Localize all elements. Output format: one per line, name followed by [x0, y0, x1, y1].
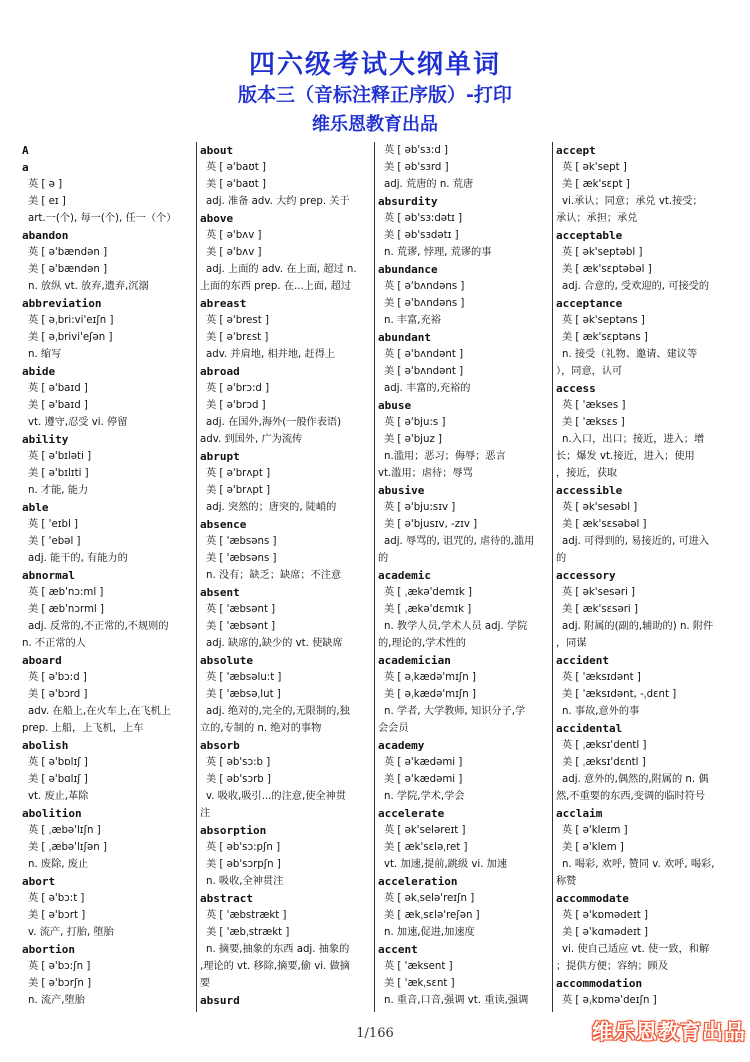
definition: n. 没有；缺乏；缺席；不注意 — [206, 570, 342, 581]
pronunciation: 美 [ ə'bɔrt ] — [28, 910, 86, 921]
definition: n. 学者, 大学教师, 知识分子,学 — [384, 706, 526, 717]
pronunciation: 美 [ ə'kɑmədeɪt ] — [562, 927, 648, 938]
definition: vt. 遵守,忍受 vi. 停留 — [28, 417, 128, 428]
definition: n. 喝彩, 欢呼, 赞同 v. 欢呼, 喝彩, — [562, 859, 715, 870]
pronunciation: 英 [ ə'kleɪm ] — [562, 825, 628, 836]
headword: absolute — [200, 654, 253, 667]
headword: abolish — [22, 739, 69, 752]
definition: n. 放纵 vt. 放弃,遗弃,沉溺 — [28, 281, 149, 292]
definition: n. 才能, 能力 — [28, 485, 89, 496]
brand-watermark: 维乐恩教育出品 — [592, 1020, 746, 1044]
pronunciation: 英 [ ə'brʌpt ] — [206, 468, 271, 479]
headword: abundant — [378, 331, 431, 344]
headword: abundance — [378, 263, 438, 276]
definition: v. 流产, 打胎, 堕胎 — [28, 927, 114, 938]
pronunciation: 英 [ ə'kɒmədeɪt ] — [562, 910, 648, 921]
pronunciation: 英 [ ə'bɔ:t ] — [28, 893, 85, 904]
pronunciation: 英 [ ə'bju:s ] — [384, 417, 446, 428]
definition-continued: 的 — [378, 553, 389, 564]
headword: acceptance — [556, 297, 623, 310]
definition: adj. 反常的,不正常的,不规则的 — [28, 621, 169, 632]
headword: acceleration — [378, 875, 458, 888]
definition-continued: ；提供方便；容纳；顾及 — [556, 961, 669, 972]
pronunciation: 美 [ 'ebəl ] — [28, 536, 81, 547]
pronunciation: 美 [ ə'bʌndəns ] — [384, 298, 465, 309]
headword: abort — [22, 875, 56, 888]
pronunciation: 英 [ ək'seləreɪt ] — [384, 825, 466, 836]
definition: n. 丰富,充裕 — [384, 315, 441, 326]
headword: above — [200, 212, 234, 225]
pronunciation: 美 [ ə'bjuz ] — [384, 434, 443, 445]
pronunciation: 英 [ əˌkɒmə'deɪʃn ] — [562, 995, 657, 1006]
definition: adj. 绝对的,完全的,无限制的,独 — [206, 706, 350, 717]
pronunciation: 美 [ 'æbsəns ] — [206, 553, 277, 564]
pronunciation: 美 [ ə'brɛst ] — [206, 332, 269, 343]
definition-continued: 要 — [200, 978, 211, 989]
pronunciation: 美 [ ə'klem ] — [562, 842, 624, 853]
headword: access — [556, 382, 596, 395]
pronunciation: 英 [ əb'sɔ:b ] — [206, 757, 271, 768]
definition: vt. 废止,革除 — [28, 791, 89, 802]
definition-continued: ，接近，获取 — [556, 468, 618, 479]
definition-continued: 会会员 — [378, 723, 409, 734]
definition-continued: 然,不重要的东西,变调的临时符号 — [556, 791, 706, 802]
pronunciation: 英 [ ə'kædəmi ] — [384, 757, 463, 768]
definition-continued: n. 不正常的人 — [22, 638, 86, 649]
headword: absence — [200, 518, 247, 531]
pronunciation: 美 [ ˌæbə'lɪʃən ] — [28, 842, 107, 853]
pronunciation: 英 [ ə'baʊt ] — [206, 162, 266, 173]
pronunciation: 英 [ æb'nɔ:ml ] — [28, 587, 104, 598]
definition-continued: 长；爆发 vt.接近，进入；使用 — [556, 451, 695, 462]
headword: academic — [378, 569, 431, 582]
pronunciation: 英 [ əˌkædə'mɪʃn ] — [384, 672, 476, 683]
pronunciation: 英 [ ə ] — [28, 179, 63, 190]
pronunciation: 英 [ ˌæksɪ'dentl ] — [562, 740, 647, 751]
pronunciation: 美 [ ə'bjusɪv, -zɪv ] — [384, 519, 478, 530]
definition: adj. 能干的, 有能力的 — [28, 553, 128, 564]
definition: adj. 合意的, 受欢迎的, 可接受的 — [562, 281, 710, 292]
definition-continued: vt.滥用；虐待；辱骂 — [378, 468, 473, 479]
definition: vi. 使自己适应 vt. 使一致，和解 — [562, 944, 710, 955]
definition: adj. 辱骂的, 诅咒的, 虐待的,滥用 — [384, 536, 535, 547]
definition-continued: prep. 上船，上飞机，上车 — [22, 723, 144, 734]
headword: A — [22, 144, 29, 157]
definition: v. 吸收,吸引...的注意,使全神贯 — [206, 791, 346, 802]
vocab-column-1 — [22, 142, 192, 1012]
column-divider — [552, 142, 553, 1012]
definition-continued: 称赞 — [556, 876, 577, 887]
definition: n. 重音,口音,强调 vt. 重读,强调 — [384, 995, 529, 1006]
pronunciation: 英 [ ˌækə'demɪk ] — [384, 587, 472, 598]
pronunciation: 英 [ 'æbstrækt ] — [206, 910, 287, 921]
pronunciation: 美 [ ækˌsɛlə'reʃən ] — [384, 910, 480, 921]
column-divider — [374, 142, 375, 1012]
definition: adv. 在船上,在火车上,在飞机上 — [28, 706, 171, 717]
pronunciation: 美 [ əˌbrivi'eʃən ] — [28, 332, 113, 343]
pronunciation: 美 [ əˌkædə'mɪʃn ] — [384, 689, 476, 700]
headword: accent — [378, 943, 418, 956]
pronunciation: 美 [ ə'bɪlɪti ] — [28, 468, 89, 479]
pronunciation: 美 [ 'æksɛs ] — [562, 417, 625, 428]
definition-continued: adv. 到国外, 广为流传 — [200, 434, 303, 445]
definition-continued: 上面的东西 prep. 在...上面, 超过 — [200, 281, 351, 292]
pronunciation: 英 [ əkˌselə'reɪʃn ] — [384, 893, 475, 904]
pronunciation: 美 [ ə'kædəmi ] — [384, 774, 463, 785]
pronunciation: 美 [ ə'baʊt ] — [206, 179, 266, 190]
definition: adv. 并肩地, 相并地, 赶得上 — [206, 349, 336, 360]
headword: academy — [378, 739, 425, 752]
pronunciation: 英 [ 'æbsənt ] — [206, 604, 276, 615]
definition: n. 接受（礼物、邀请、建议等 — [562, 349, 698, 360]
vocab-column-3 — [378, 142, 548, 1012]
headword: accept — [556, 144, 596, 157]
pronunciation: 英 [ ə'bʌv ] — [206, 230, 262, 241]
pronunciation: 美 [ ˌæksɪ'dɛntl ] — [562, 757, 646, 768]
definition: n. 事故,意外的事 — [562, 706, 640, 717]
pronunciation: 英 [ əb'sɜ:dətɪ ] — [384, 213, 463, 224]
pronunciation: 英 [ əˌbri:vi'eɪʃn ] — [28, 315, 114, 326]
pronunciation: 美 [ æb'nɔrml ] — [28, 604, 104, 615]
pronunciation: 英 [ 'æksɪdənt ] — [562, 672, 641, 683]
headword: absorb — [200, 739, 240, 752]
column-divider — [196, 142, 197, 1012]
pronunciation: 美 [ ə'brɔd ] — [206, 400, 266, 411]
definition: n. 荒谬, 悖理, 荒谬的事 — [384, 247, 492, 258]
definition: art.一(个), 每一(个), 任一（个） — [28, 213, 177, 224]
headword: abolition — [22, 807, 82, 820]
headword: acclaim — [556, 807, 603, 820]
headword: absent — [200, 586, 240, 599]
definition: n. 学院,学术,学会 — [384, 791, 465, 802]
vocab-column-4 — [556, 142, 726, 1012]
page-number: 1/166 — [356, 1026, 394, 1041]
pronunciation: 美 [ æk'sɛptəbəl ] — [562, 264, 652, 275]
pronunciation: 英 [ ə'brɔ:d ] — [206, 383, 270, 394]
headword: abrupt — [200, 450, 240, 463]
definition-continued: 的 — [556, 553, 567, 564]
page-title: 四六级考试大纲单词 — [248, 50, 501, 80]
pronunciation: 美 [ ə'bʌndənt ] — [384, 366, 464, 377]
pronunciation: 美 [ ˌækə'dɛmɪk ] — [384, 604, 472, 615]
headword: accessible — [556, 484, 623, 497]
pronunciation: 美 [ æk'sɛpt ] — [562, 179, 630, 190]
pronunciation: 美 [ əb'sɜdətɪ ] — [384, 230, 459, 241]
pronunciation: 英 [ ə'bændən ] — [28, 247, 108, 258]
headword: absorption — [200, 824, 267, 837]
pronunciation: 英 [ ək'sesəri ] — [562, 587, 635, 598]
pronunciation: 英 [ ək'septəns ] — [562, 315, 645, 326]
definition: adj. 意外的,偶然的,附属的 n. 偶 — [562, 774, 709, 785]
headword: accidental — [556, 722, 623, 735]
pronunciation: 英 [ ək'sept ] — [562, 162, 627, 173]
pronunciation: 美 [ æk'sɛptəns ] — [562, 332, 648, 343]
headword: academician — [378, 654, 451, 667]
definition: n. 摘要,抽象的东西 adj. 抽象的 — [206, 944, 350, 955]
definition: n. 吸收,全神贯注 — [206, 876, 284, 887]
pronunciation: 美 [ ə'baɪd ] — [28, 400, 88, 411]
headword: aboard — [22, 654, 62, 667]
pronunciation: 美 [ 'æbˌstrækt ] — [206, 927, 290, 938]
headword: about — [200, 144, 234, 157]
definition: vt. 加速,提前,跳级 vi. 加速 — [384, 859, 508, 870]
headword: abide — [22, 365, 56, 378]
headword: accident — [556, 654, 609, 667]
pronunciation: 英 [ əb'sɜ:d ] — [384, 145, 449, 156]
pronunciation: 英 [ ə'bʌndəns ] — [384, 281, 465, 292]
pronunciation: 美 [ əb'sɔrpʃn ] — [206, 859, 281, 870]
definition: n.入口，出口；接近，进入；增 — [562, 434, 705, 445]
vocab-column-2 — [200, 142, 370, 1012]
definition-continued: 注 — [200, 808, 211, 819]
page-subtitle: 版本三（音标注释正序版）-打印 — [238, 84, 512, 106]
headword: ability — [22, 433, 69, 446]
pronunciation: 英 [ 'ækses ] — [562, 400, 626, 411]
definition: n. 流产,堕胎 — [28, 995, 85, 1006]
definition: n. 教学人员,学术人员 adj. 学院 — [384, 621, 528, 632]
pronunciation: 英 [ 'æbsəlu:t ] — [206, 672, 282, 683]
pronunciation: 英 [ əb'sɔ:pʃn ] — [206, 842, 281, 853]
pronunciation: 英 [ ək'sesəbl ] — [562, 502, 638, 513]
definition: adj. 丰富的,充裕的 — [384, 383, 471, 394]
headword: accommodate — [556, 892, 629, 905]
headword: accessory — [556, 569, 616, 582]
pronunciation: 美 [ əb'sɔrb ] — [206, 774, 271, 785]
pronunciation: 美 [ æk'sɛsəbəl ] — [562, 519, 647, 530]
definition: adj. 荒唐的 n. 荒唐 — [384, 179, 474, 190]
definition-continued: 立的,专制的 n. 绝对的事物 — [200, 723, 322, 734]
headword: accelerate — [378, 807, 445, 820]
headword: abstract — [200, 892, 253, 905]
pronunciation: 美 [ 'ækˌsɛnt ] — [384, 978, 455, 989]
headword: abroad — [200, 365, 240, 378]
pronunciation: 美 [ æk'sɛsəri ] — [562, 604, 638, 615]
definition: n.滥用；恶习；侮辱；恶言 — [384, 451, 506, 462]
definition: n. 加速,促进,加速度 — [384, 927, 475, 938]
definition: adj. 附属的(副的,辅助的) n. 附件 — [562, 621, 714, 632]
definition: n. 废除, 废止 — [28, 859, 89, 870]
pronunciation: 美 [ ə'bændən ] — [28, 264, 108, 275]
definition-continued: ,理论的 vt. 移除,摘要,偷 vi. 做摘 — [200, 961, 350, 972]
pronunciation: 英 [ ə'bɔ:ʃn ] — [28, 961, 91, 972]
definition: adj. 准备 adv. 大约 prep. 关于 — [206, 196, 350, 207]
pronunciation: 美 [ ə'bɔrd ] — [28, 689, 88, 700]
pronunciation: 美 [ 'æbsənt ] — [206, 621, 276, 632]
pronunciation: 美 [ ə'brʌpt ] — [206, 485, 271, 496]
pronunciation: 英 [ 'æbsəns ] — [206, 536, 277, 547]
pronunciation: 美 [ 'æksɪdənt, -ˌdɛnt ] — [562, 689, 677, 700]
pronunciation: 英 [ ˌæbə'lɪʃn ] — [28, 825, 101, 836]
publisher-line: 维乐恩教育出品 — [312, 114, 438, 135]
pronunciation: 美 [ ə'bʌv ] — [206, 247, 262, 258]
headword: absurdity — [378, 195, 438, 208]
pronunciation: 英 [ ə'baɪd ] — [28, 383, 88, 394]
definition: adj. 上面的 adv. 在上面, 超过 n. — [206, 264, 357, 275]
pronunciation: 美 [ eɪ ] — [28, 196, 66, 207]
definition: n. 缩写 — [28, 349, 62, 360]
pronunciation: 美 [ 'æbsəˌlut ] — [206, 689, 281, 700]
pronunciation: 美 [ æk'sɛləˌret ] — [384, 842, 468, 853]
pronunciation: 美 [ əb'sɜrd ] — [384, 162, 449, 173]
headword: abortion — [22, 943, 75, 956]
pronunciation: 英 [ ə'bɒlɪʃ ] — [28, 757, 88, 768]
pronunciation: 美 [ ə'bɔrʃn ] — [28, 978, 92, 989]
headword: abbreviation — [22, 297, 102, 310]
pronunciation: 美 [ ə'bɑlɪʃ ] — [28, 774, 88, 785]
definition-continued: 承认；承担；承兑 — [556, 213, 638, 224]
definition: adj. 可得到的, 易接近的, 可进入 — [562, 536, 710, 547]
pronunciation: 英 [ ək'septəbl ] — [562, 247, 643, 258]
headword: acceptable — [556, 229, 623, 242]
headword: abreast — [200, 297, 247, 310]
headword: abandon — [22, 229, 69, 242]
pronunciation: 英 [ 'eɪbl ] — [28, 519, 79, 530]
pronunciation: 英 [ ə'bju:sɪv ] — [384, 502, 456, 513]
definition: adj. 在国外,海外(一般作表语) — [206, 417, 342, 428]
vocabulary-columns — [22, 142, 734, 1012]
headword: abusive — [378, 484, 425, 497]
pronunciation: 英 [ ə'brest ] — [206, 315, 269, 326]
headword: a — [22, 161, 29, 174]
definition-continued: 的,理论的,学术性的 — [378, 638, 466, 649]
pronunciation: 英 [ ə'bɔ:d ] — [28, 672, 87, 683]
headword: abnormal — [22, 569, 75, 582]
pronunciation: 英 [ ə'bʌndənt ] — [384, 349, 464, 360]
definition: vi.承认；同意；承兑 vt.接受； — [562, 196, 703, 207]
headword: able — [22, 501, 49, 514]
definition: adj. 突然的；唐突的, 陡峭的 — [206, 502, 337, 513]
definition-continued: ，同谋 — [556, 638, 587, 649]
pronunciation: 英 [ ə'bɪləti ] — [28, 451, 92, 462]
definition: adj. 缺席的,缺少的 vt. 使缺席 — [206, 638, 343, 649]
headword: accommodation — [556, 977, 643, 990]
headword: abuse — [378, 399, 412, 412]
headword: absurd — [200, 994, 240, 1007]
pronunciation: 英 [ 'æksent ] — [384, 961, 453, 972]
definition-continued: ），同意，认可 — [556, 366, 623, 377]
